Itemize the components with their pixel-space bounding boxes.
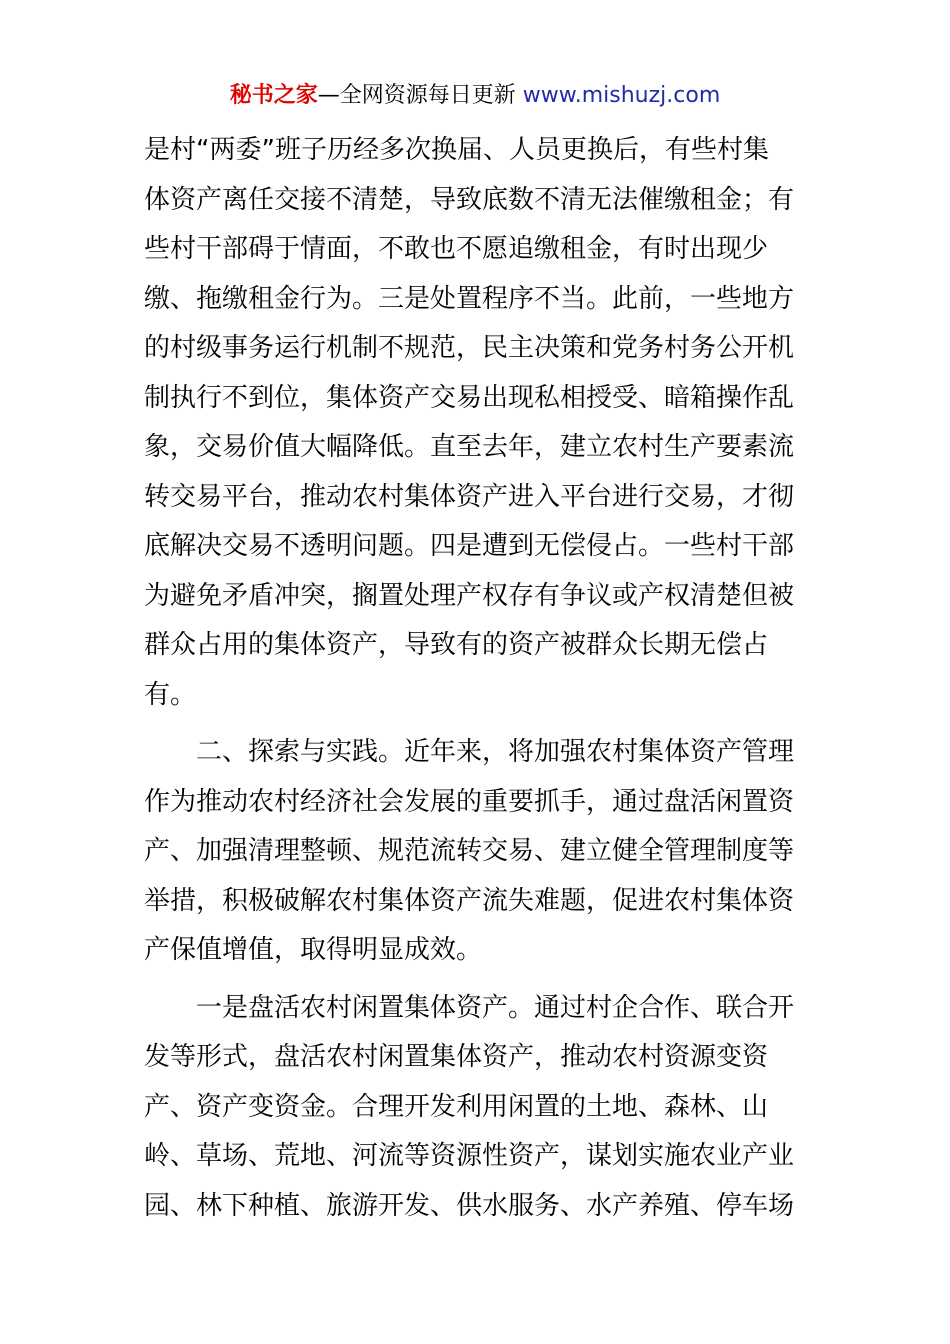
site-brand: 秘书之家 [229,83,318,108]
text-line: 二、探索与实践。近年来，将加强农村集体资产管理 [144,737,795,767]
text-line: 产、加强清理整顿、规范流转交易、建立健全管理制度等 [144,836,795,866]
text-line: 作为推动农村经济社会发展的重要抓手，通过盘活闲置资 [144,786,795,817]
text-line: 体资产离任交接不清楚，导致底数不清无法催缴租金；有 [144,184,795,215]
text-line: 群众占用的集体资产，导致有的资产被群众长期无偿占 [144,630,769,660]
text-line: 为避免矛盾冲突，搁置处理产权存有争议或产权清楚但被 [144,580,795,611]
site-url-link[interactable]: www.mishuzj.com [522,83,721,108]
text-line: 底解决交易不透明问题。四是遭到无偿侵占。一些村干部 [144,531,795,561]
text-line: 些村干部碍于情面，不敢也不愿追缴租金，有时出现少 [144,234,769,264]
site-tagline: —全网资源每日更新 [317,83,516,108]
text-line: 一是盘活农村闲置集体资产。通过村企合作、联合开 [144,992,795,1023]
text-line: 转交易平台，推动农村集体资产进入平台进行交易，才彻 [144,481,795,512]
text-line: 缴、拖缴租金行为。三是处置程序不当。此前，一些地方 [144,283,795,314]
text-line: 产保值增值，取得明显成效。 [144,935,483,965]
text-line: 岭、草场、荒地、河流等资源性资产，谋划实施农业产业 [144,1141,795,1171]
paragraph [144,984,812,1232]
text-line: 有。 [144,679,197,710]
text-line: 是村“两委”班子历经多次换届、人员更换后，有些村集 [144,135,769,165]
document-body [144,126,812,1239]
paragraph [144,728,812,976]
text-line: 产、资产变资金。合理开发利用闲置的土地、森林、山 [144,1091,769,1122]
paragraph [144,126,812,720]
site-header [0,82,950,110]
text-line: 的村级事务运行机制不规范，民主决策和党务村务公开机 [144,333,795,363]
text-line: 园、林下种植、旅游开发、供水服务、水产养殖、停车场 [144,1190,795,1221]
text-line: 象，交易价值大幅降低。直至去年，建立农村生产要素流 [144,432,795,462]
text-line: 举措，积极破解农村集体资产流失难题，促进农村集体资 [144,885,795,916]
text-line: 发等形式，盘活农村闲置集体资产，推动农村资源变资 [144,1042,769,1072]
text-line: 制执行不到位，集体资产交易出现私相授受、暗箱操作乱 [144,382,795,413]
